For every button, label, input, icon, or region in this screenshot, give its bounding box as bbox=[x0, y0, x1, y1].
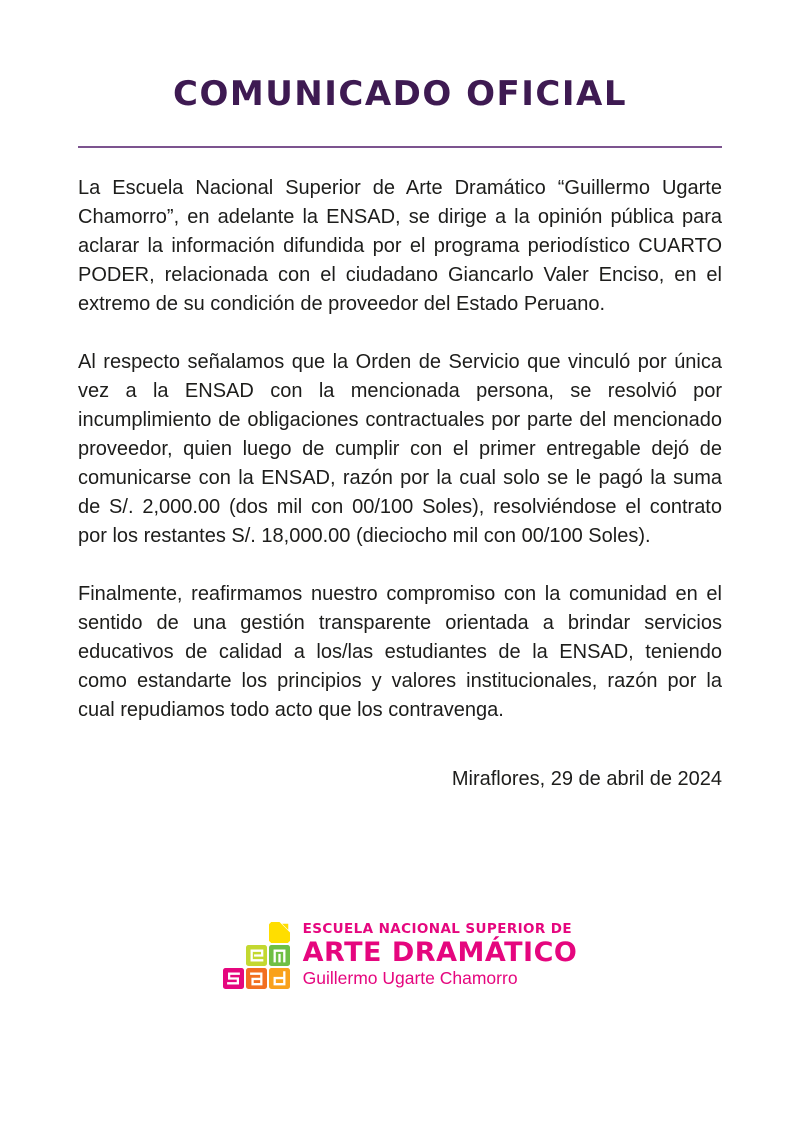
document-body bbox=[78, 174, 722, 725]
page-title: COMUNICADO OFICIAL bbox=[173, 74, 627, 114]
paragraph-clarification: Al respecto señalamos que la Orden de Servicio que vinculó por única vez a la ENSAD con la mencionada persona, se resolvió por incumplimiento de obligaciones contractuales por parte del mencionado proveedor, quien luego de cumplir con el primer entregable dejó de comunicarse con la ENSAD, razón por la cual solo se le pagó la suma de S/. 2,000.00 (dos mil con 00/100 Soles), resolviéndose el contrato por los restantes S/. 18,000.00 (dieciocho mil con 00/100 Soles). bbox=[78, 350, 722, 547]
letter-a-square-icon bbox=[246, 968, 267, 989]
letter-n-square-icon bbox=[269, 945, 290, 966]
dateline: Miraflores, 29 de abril de 2024 bbox=[451, 767, 722, 790]
paragraph-closing: Finalmente, reafirmamos nuestro compromiso con la comunidad en el sentido de una gestión transparente orientada a brindar servicios educativos de calidad a los/las estudiantes de la ENSAD, teniendo como estandarte los principios y valores institucionales, razón por la cual repudiamos todo acto que los contravenga. bbox=[78, 582, 722, 721]
ensad-monogram-icon bbox=[223, 922, 290, 989]
title-divider bbox=[78, 146, 722, 148]
logo-line-escuela: ESCUELA NACIONAL SUPERIOR DE bbox=[302, 920, 573, 937]
logo-line-arte-dramatico: ARTE DRAMÁTICO bbox=[302, 936, 578, 968]
paragraph-introduction: La Escuela Nacional Superior de Arte Dramático “Guillermo Ugarte Chamorro”, en adelante la ENSAD, se dirige a la opinión pública para aclarar la información difundida por el programa periodístico CUARTO PODER, relacionada con el ciudadano Giancarlo Valer Enciso, en el extremo de su condición de proveedor del Estado Peruano. bbox=[78, 176, 722, 315]
logo-line-guillermo: Guillermo Ugarte Chamorro bbox=[302, 967, 518, 988]
ensad-logo bbox=[78, 922, 722, 989]
ensad-logo-wordmark bbox=[303, 922, 578, 989]
letter-s-square-icon bbox=[223, 968, 244, 989]
folded-corner-square-icon bbox=[269, 922, 290, 943]
letter-e-square-icon bbox=[246, 945, 267, 966]
letter-d-square-icon bbox=[269, 968, 290, 989]
